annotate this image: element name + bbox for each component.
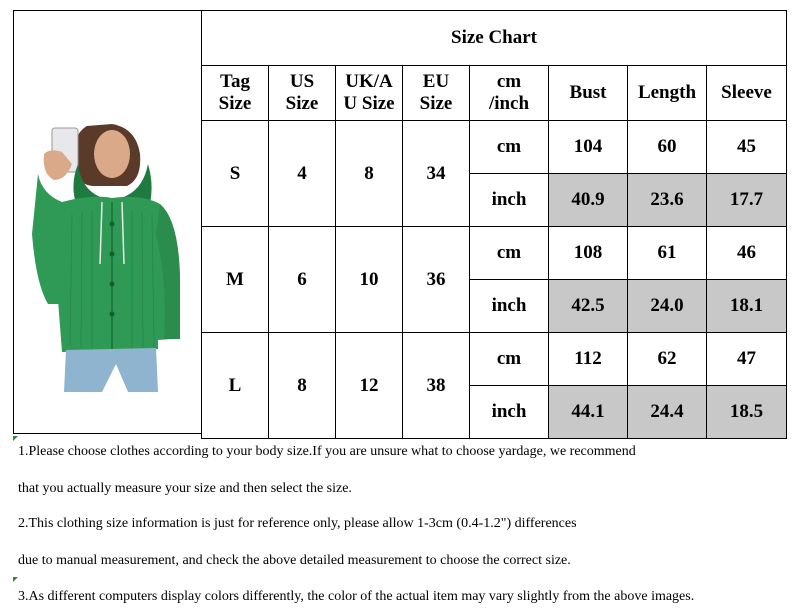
header-bust: Bust bbox=[549, 66, 628, 121]
header-us-size: US Size bbox=[269, 66, 336, 121]
note-line: 2.This clothing size information is just for reference only, please allow 1-3cm (0.4-1.2") differences bbox=[18, 516, 577, 531]
model-photo bbox=[32, 124, 180, 392]
header-eu-size: EU Size bbox=[403, 66, 470, 121]
sleeve-cell: 47 bbox=[707, 333, 787, 386]
unit-cell: inch bbox=[470, 386, 549, 439]
length-cell: 23.6 bbox=[628, 174, 707, 227]
bust-cell: 44.1 bbox=[549, 386, 628, 439]
header-unit: cm /inch bbox=[470, 66, 549, 121]
eu-size-cell: 34 bbox=[403, 121, 470, 227]
length-cell: 24.0 bbox=[628, 280, 707, 333]
sleeve-cell: 18.5 bbox=[707, 386, 787, 439]
ukau-size-cell: 12 bbox=[336, 333, 403, 439]
product-photo-cell bbox=[13, 10, 201, 434]
bust-cell: 40.9 bbox=[549, 174, 628, 227]
chart-title: Size Chart bbox=[202, 11, 787, 66]
unit-cell: inch bbox=[470, 174, 549, 227]
us-size-cell: 6 bbox=[269, 227, 336, 333]
bust-cell: 42.5 bbox=[549, 280, 628, 333]
unit-cell: cm bbox=[470, 227, 549, 280]
header-ukau-size: UK/A U Size bbox=[336, 66, 403, 121]
green-corner-mark-icon bbox=[13, 577, 18, 582]
length-cell: 60 bbox=[628, 121, 707, 174]
eu-size-cell: 36 bbox=[403, 227, 470, 333]
note-line: 1.Please choose clothes according to your body size.If you are unsure what to choose yardage, we recommend bbox=[18, 444, 636, 459]
sleeve-cell: 17.7 bbox=[707, 174, 787, 227]
bust-cell: 112 bbox=[549, 333, 628, 386]
length-cell: 24.4 bbox=[628, 386, 707, 439]
sleeve-cell: 46 bbox=[707, 227, 787, 280]
length-cell: 62 bbox=[628, 333, 707, 386]
header-sleeve: Sleeve bbox=[707, 66, 787, 121]
tag-size-cell: L bbox=[202, 333, 269, 439]
unit-cell: cm bbox=[470, 121, 549, 174]
note-line: due to manual measurement, and check the above detailed measurement to choose the correct size. bbox=[18, 553, 571, 568]
tag-size-cell: S bbox=[202, 121, 269, 227]
tag-size-cell: M bbox=[202, 227, 269, 333]
ukau-size-cell: 8 bbox=[336, 121, 403, 227]
bust-cell: 104 bbox=[549, 121, 628, 174]
table-row bbox=[202, 227, 787, 280]
note-line: 3.As different computers display colors differently, the color of the actual item may vary slightly from the above images. bbox=[18, 589, 695, 604]
sleeve-cell: 45 bbox=[707, 121, 787, 174]
header-tag-size: Tag Size bbox=[202, 66, 269, 121]
length-cell: 61 bbox=[628, 227, 707, 280]
bust-cell: 108 bbox=[549, 227, 628, 280]
sleeve-cell: 18.1 bbox=[707, 280, 787, 333]
unit-cell: cm bbox=[470, 333, 549, 386]
us-size-cell: 8 bbox=[269, 333, 336, 439]
us-size-cell: 4 bbox=[269, 121, 336, 227]
eu-size-cell: 38 bbox=[403, 333, 470, 439]
table-row bbox=[202, 121, 787, 174]
note-line: that you actually measure your size and then select the size. bbox=[18, 481, 352, 496]
header-length: Length bbox=[628, 66, 707, 121]
unit-cell: inch bbox=[470, 280, 549, 333]
table-row bbox=[202, 333, 787, 386]
ukau-size-cell: 10 bbox=[336, 227, 403, 333]
green-corner-mark-icon bbox=[13, 436, 18, 441]
size-chart-table bbox=[201, 10, 787, 439]
